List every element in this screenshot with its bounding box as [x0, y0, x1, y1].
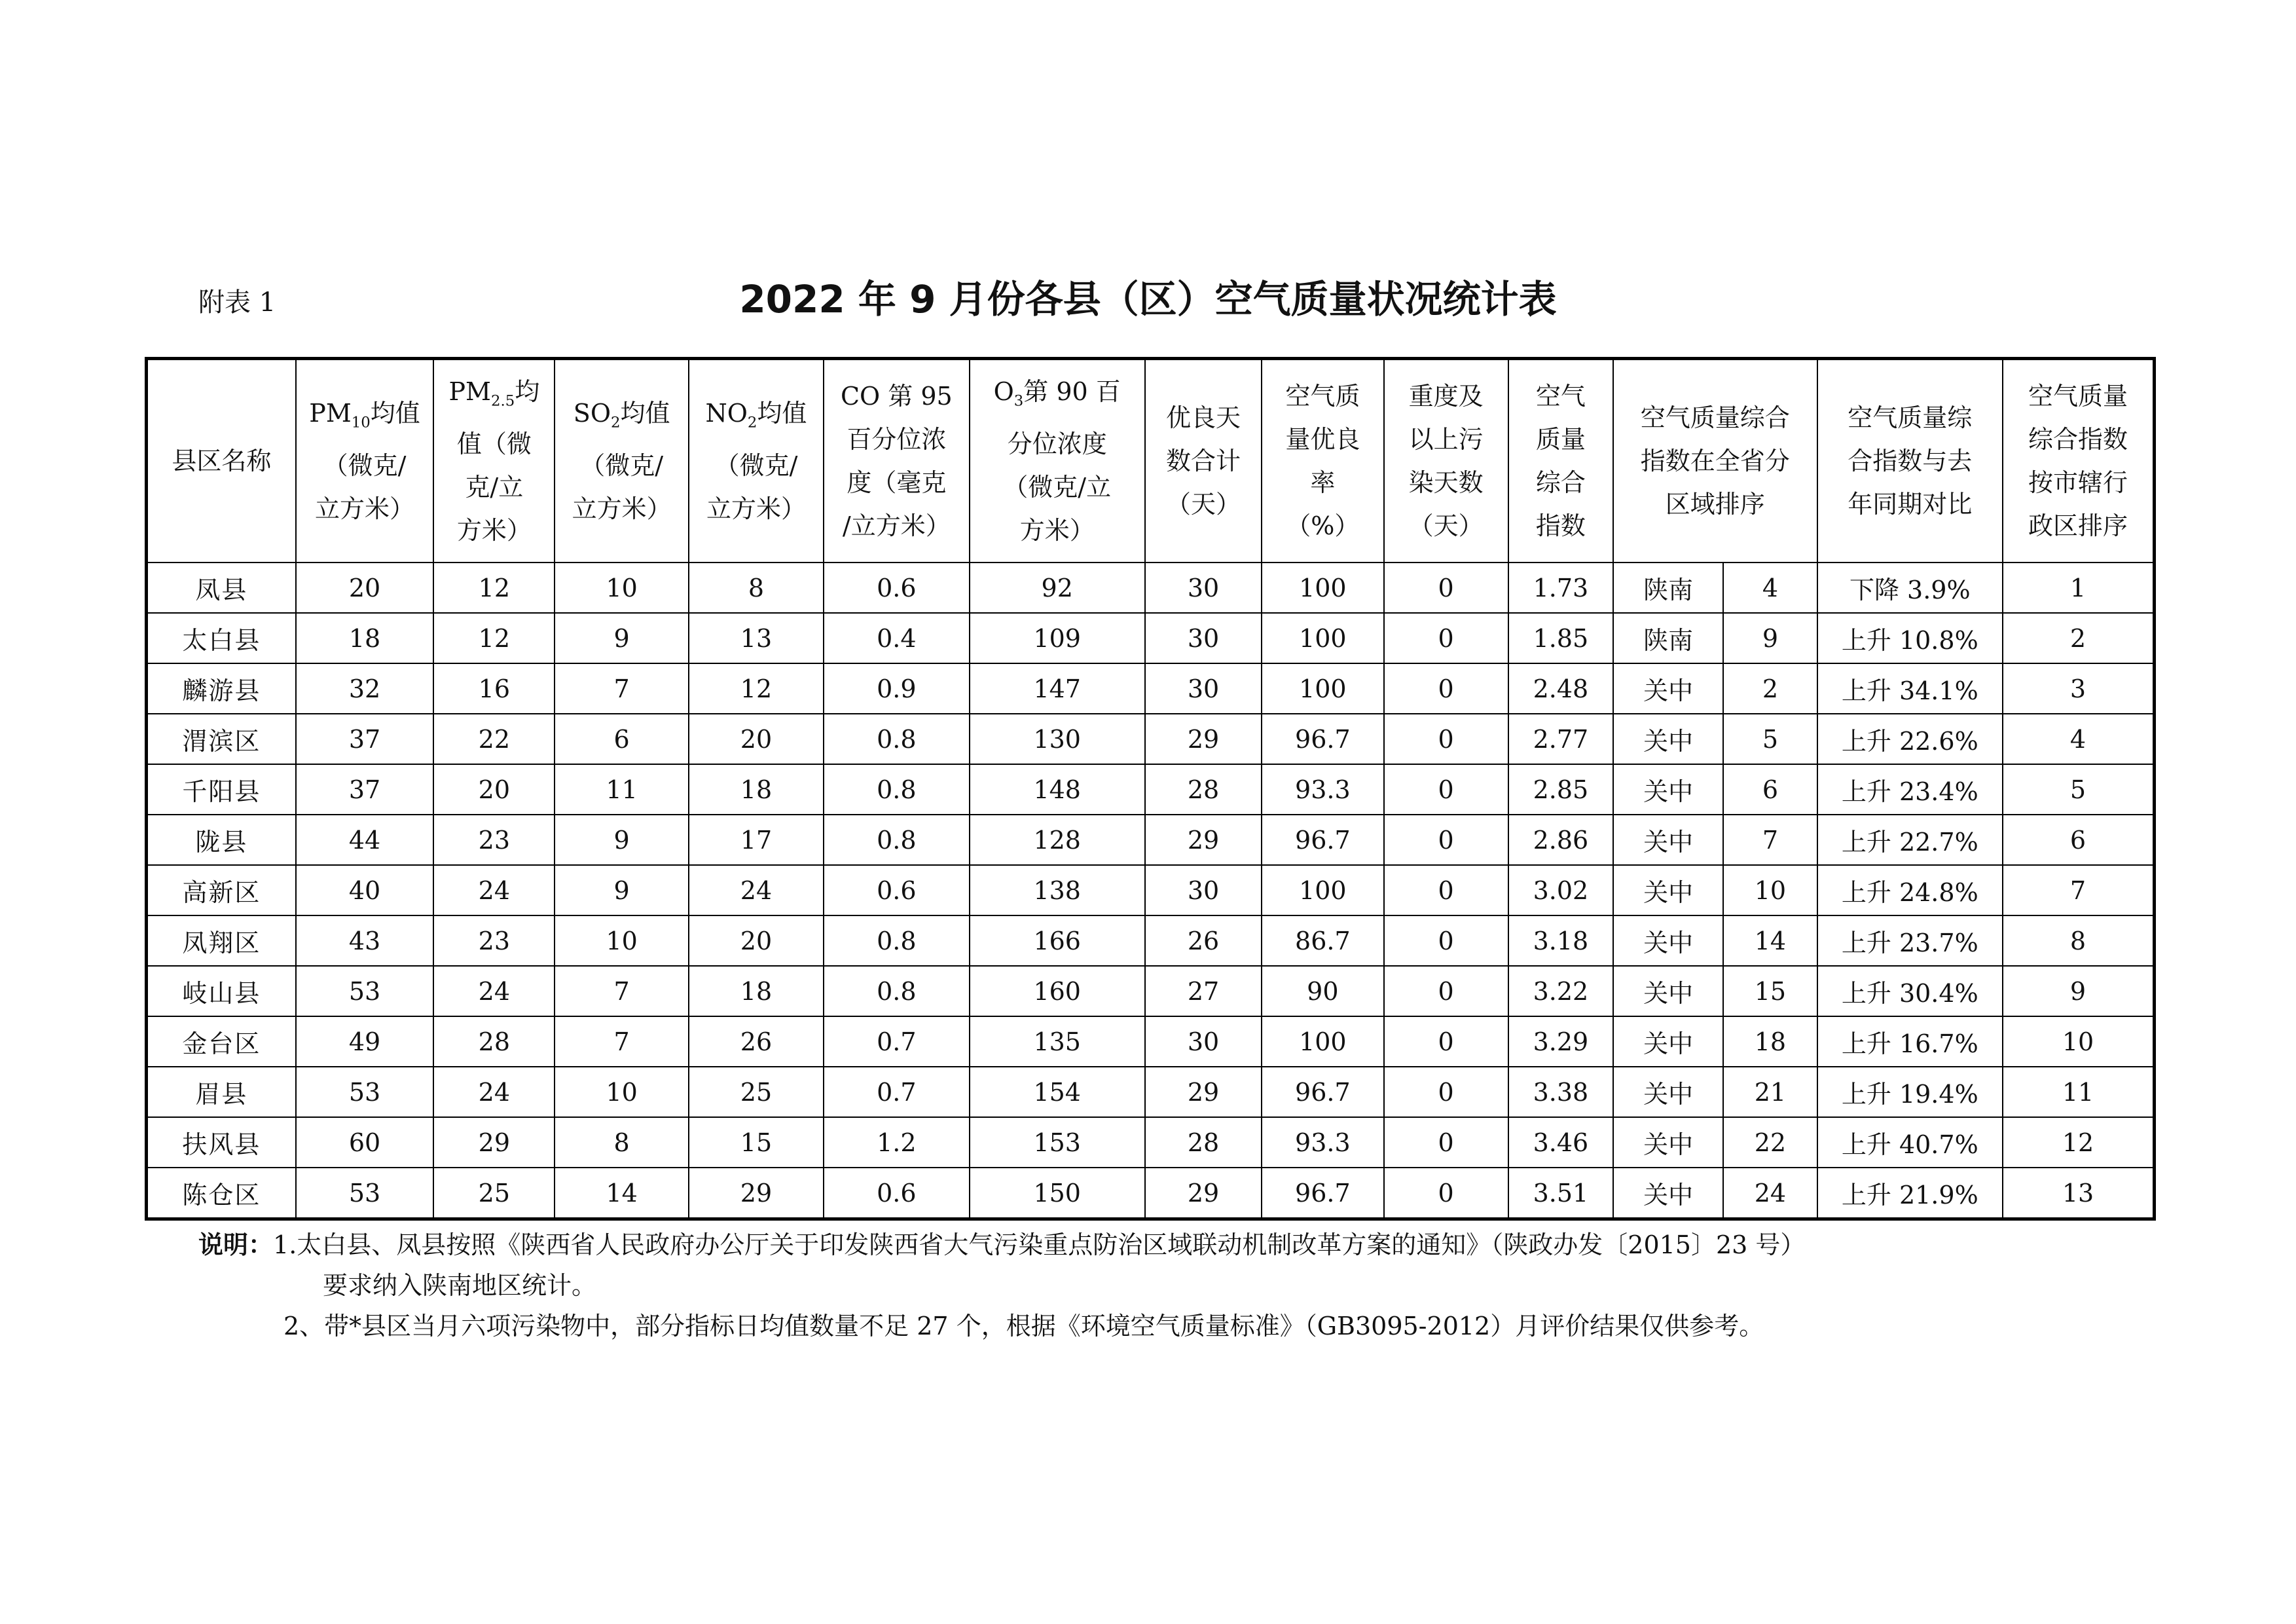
cell-co: 0.8 [824, 815, 969, 865]
notes-label: 说明： [198, 1230, 274, 1259]
table-row [147, 1067, 2155, 1117]
table-row [147, 865, 2155, 915]
cell-index: 3.22 [1508, 966, 1613, 1016]
cell-region: 关中 [1613, 966, 1723, 1016]
cell-pm25: 22 [433, 714, 555, 764]
cell-city-rank: 3 [2003, 663, 2155, 714]
cell-good-days: 26 [1145, 915, 1262, 966]
cell-region-rank: 24 [1723, 1168, 1817, 1219]
cell-region-rank: 18 [1723, 1016, 1817, 1067]
cell-so2: 9 [555, 613, 688, 663]
cell-good-rate: 96.7 [1262, 714, 1383, 764]
cell-no2: 29 [689, 1168, 824, 1219]
cell-index: 2.48 [1508, 663, 1613, 714]
cell-region-rank: 10 [1723, 865, 1817, 915]
cell-heavy-days: 0 [1384, 966, 1508, 1016]
cell-pm25: 20 [433, 764, 555, 815]
cell-heavy-days: 0 [1384, 1117, 1508, 1168]
header-pm10: $PM_{10}$均值 （微克/ 立方米） [296, 359, 433, 563]
cell-city-rank: 8 [2003, 915, 2155, 966]
cell-heavy-days: 0 [1384, 815, 1508, 865]
header-pm25: $PM_{2.5}$均 值（微 克/立 方米） [433, 359, 555, 563]
cell-pm25: 12 [433, 563, 555, 613]
cell-name: 高新区 [147, 865, 296, 915]
table-row [147, 1016, 2155, 1067]
cell-o3: 154 [970, 1067, 1145, 1117]
note-line-1: 1.太白县、凤县按照《陕西省人民政府办公厅关于印发陕西省大气污染重点防治区域联动机制改革方案的通知》（陕政办发〔2015〕23 号） [273, 1230, 1806, 1259]
cell-co: 0.6 [824, 563, 969, 613]
cell-city-rank: 4 [2003, 714, 2155, 764]
cell-o3: 130 [970, 714, 1145, 764]
header-heavy-days: 重度及 以上污 染天数 （天） [1384, 359, 1508, 563]
cell-index: 2.85 [1508, 764, 1613, 815]
cell-so2: 7 [555, 1016, 688, 1067]
cell-good-rate: 93.3 [1262, 764, 1383, 815]
header-city-rank: 空气质量 综合指数 按市辖行 政区排序 [2003, 359, 2155, 563]
cell-heavy-days: 0 [1384, 1168, 1508, 1219]
cell-no2: 25 [689, 1067, 824, 1117]
cell-good-rate: 100 [1262, 1016, 1383, 1067]
cell-index: 3.38 [1508, 1067, 1613, 1117]
cell-good-days: 28 [1145, 1117, 1262, 1168]
cell-city-rank: 2 [2003, 613, 2155, 663]
cell-region-rank: 21 [1723, 1067, 1817, 1117]
cell-good-rate: 100 [1262, 613, 1383, 663]
cell-heavy-days: 0 [1384, 714, 1508, 764]
cell-name: 凤县 [147, 563, 296, 613]
cell-region: 关中 [1613, 815, 1723, 865]
cell-yoy: 上升 21.9% [1817, 1168, 2003, 1219]
cell-name: 陈仓区 [147, 1168, 296, 1219]
cell-region-rank: 15 [1723, 966, 1817, 1016]
cell-name: 太白县 [147, 613, 296, 663]
cell-so2: 11 [555, 764, 688, 815]
cell-name: 千阳县 [147, 764, 296, 815]
cell-good-rate: 86.7 [1262, 915, 1383, 966]
cell-yoy: 下降 3.9% [1817, 563, 2003, 613]
cell-no2: 18 [689, 966, 824, 1016]
cell-o3: 92 [970, 563, 1145, 613]
cell-name: 凤翔区 [147, 915, 296, 966]
cell-no2: 15 [689, 1117, 824, 1168]
header-index: 空气 质量 综合 指数 [1508, 359, 1613, 563]
cell-pm25: 23 [433, 815, 555, 865]
cell-pm10: 40 [296, 865, 433, 915]
cell-pm10: 32 [296, 663, 433, 714]
cell-no2: 26 [689, 1016, 824, 1067]
cell-pm10: 53 [296, 1168, 433, 1219]
cell-o3: 109 [970, 613, 1145, 663]
cell-index: 3.51 [1508, 1168, 1613, 1219]
cell-yoy: 上升 10.8% [1817, 613, 2003, 663]
cell-good-rate: 96.7 [1262, 815, 1383, 865]
cell-city-rank: 5 [2003, 764, 2155, 815]
cell-name: 金台区 [147, 1016, 296, 1067]
cell-region: 关中 [1613, 915, 1723, 966]
cell-pm25: 24 [433, 865, 555, 915]
cell-good-days: 30 [1145, 1016, 1262, 1067]
table-row [147, 815, 2155, 865]
cell-pm10: 37 [296, 714, 433, 764]
cell-index: 2.77 [1508, 714, 1613, 764]
cell-heavy-days: 0 [1384, 764, 1508, 815]
cell-good-days: 30 [1145, 613, 1262, 663]
cell-co: 0.7 [824, 1067, 969, 1117]
cell-o3: 166 [970, 915, 1145, 966]
cell-co: 0.6 [824, 1168, 969, 1219]
header-no2: $NO_2$均值 （微克/ 立方米） [689, 359, 824, 563]
cell-heavy-days: 0 [1384, 1067, 1508, 1117]
cell-region-rank: 14 [1723, 915, 1817, 966]
cell-heavy-days: 0 [1384, 1016, 1508, 1067]
cell-good-days: 27 [1145, 966, 1262, 1016]
cell-index: 3.46 [1508, 1117, 1613, 1168]
cell-region-rank: 2 [1723, 663, 1817, 714]
cell-region-rank: 6 [1723, 764, 1817, 815]
cell-o3: 160 [970, 966, 1145, 1016]
cell-city-rank: 11 [2003, 1067, 2155, 1117]
cell-o3: 153 [970, 1117, 1145, 1168]
cell-index: 1.73 [1508, 563, 1613, 613]
table-row [147, 915, 2155, 966]
cell-co: 0.8 [824, 966, 969, 1016]
cell-yoy: 上升 23.7% [1817, 915, 2003, 966]
cell-pm25: 24 [433, 1067, 555, 1117]
cell-so2: 14 [555, 1168, 688, 1219]
table-row [147, 663, 2155, 714]
cell-yoy: 上升 16.7% [1817, 1016, 2003, 1067]
cell-so2: 10 [555, 915, 688, 966]
cell-heavy-days: 0 [1384, 915, 1508, 966]
cell-region-rank: 9 [1723, 613, 1817, 663]
header-good-days: 优良天 数合计 （天） [1145, 359, 1262, 563]
cell-good-rate: 100 [1262, 865, 1383, 915]
table-row [147, 1168, 2155, 1219]
cell-region: 关中 [1613, 663, 1723, 714]
header-province-rank: 空气质量综合 指数在全省分 区域排序 [1613, 359, 1817, 563]
cell-pm10: 18 [296, 613, 433, 663]
cell-good-days: 29 [1145, 1067, 1262, 1117]
table-row [147, 764, 2155, 815]
cell-good-days: 29 [1145, 714, 1262, 764]
table-row [147, 714, 2155, 764]
cell-index: 3.29 [1508, 1016, 1613, 1067]
cell-pm10: 53 [296, 966, 433, 1016]
cell-heavy-days: 0 [1384, 663, 1508, 714]
cell-region: 关中 [1613, 1067, 1723, 1117]
cell-so2: 9 [555, 865, 688, 915]
cell-so2: 6 [555, 714, 688, 764]
note-line-3: 2、带*县区当月六项污染物中，部分指标日均值数量不足 27 个，根据《环境空气质量标准》（GB3095-2012）月评价结果仅供参考。 [283, 1312, 1764, 1340]
cell-o3: 128 [970, 815, 1145, 865]
cell-city-rank: 9 [2003, 966, 2155, 1016]
cell-so2: 9 [555, 815, 688, 865]
cell-o3: 138 [970, 865, 1145, 915]
cell-name: 岐山县 [147, 966, 296, 1016]
cell-yoy: 上升 19.4% [1817, 1067, 2003, 1117]
cell-co: 0.4 [824, 613, 969, 663]
cell-yoy: 上升 22.6% [1817, 714, 2003, 764]
header-o3: $O_3$第 90 百 分位浓度 （微克/立 方米） [970, 359, 1145, 563]
cell-index: 3.02 [1508, 865, 1613, 915]
cell-no2: 17 [689, 815, 824, 865]
cell-so2: 7 [555, 966, 688, 1016]
cell-good-days: 30 [1145, 865, 1262, 915]
cell-no2: 20 [689, 714, 824, 764]
cell-good-rate: 93.3 [1262, 1117, 1383, 1168]
cell-good-days: 30 [1145, 663, 1262, 714]
cell-pm10: 49 [296, 1016, 433, 1067]
appendix-label: 附表 1 [198, 287, 276, 318]
cell-region: 陕南 [1613, 613, 1723, 663]
cell-region: 关中 [1613, 1117, 1723, 1168]
cell-pm25: 12 [433, 613, 555, 663]
cell-pm25: 16 [433, 663, 555, 714]
cell-good-rate: 90 [1262, 966, 1383, 1016]
cell-good-days: 29 [1145, 815, 1262, 865]
cell-good-rate: 100 [1262, 563, 1383, 613]
cell-name: 眉县 [147, 1067, 296, 1117]
cell-o3: 135 [970, 1016, 1145, 1067]
cell-region: 关中 [1613, 1168, 1723, 1219]
cell-region: 关中 [1613, 865, 1723, 915]
cell-city-rank: 10 [2003, 1016, 2155, 1067]
cell-city-rank: 7 [2003, 865, 2155, 915]
cell-yoy: 上升 40.7% [1817, 1117, 2003, 1168]
cell-heavy-days: 0 [1384, 865, 1508, 915]
cell-good-days: 29 [1145, 1168, 1262, 1219]
cell-pm10: 20 [296, 563, 433, 613]
cell-o3: 150 [970, 1168, 1145, 1219]
cell-pm25: 25 [433, 1168, 555, 1219]
notes [198, 1225, 1805, 1346]
cell-city-rank: 6 [2003, 815, 2155, 865]
table-row [147, 563, 2155, 613]
cell-so2: 7 [555, 663, 688, 714]
cell-city-rank: 12 [2003, 1117, 2155, 1168]
cell-yoy: 上升 24.8% [1817, 865, 2003, 915]
cell-no2: 24 [689, 865, 824, 915]
cell-good-days: 30 [1145, 563, 1262, 613]
header-co: CO 第 95 百分位浓 度（毫克 /立方米） [824, 359, 969, 563]
cell-name: 麟游县 [147, 663, 296, 714]
cell-no2: 20 [689, 915, 824, 966]
page-title: 2022 年 9 月份各县（区）空气质量状况统计表 [739, 277, 1557, 322]
note-line-2: 要求纳入陕南地区统计。 [323, 1271, 597, 1300]
cell-no2: 13 [689, 613, 824, 663]
cell-yoy: 上升 23.4% [1817, 764, 2003, 815]
cell-no2: 12 [689, 663, 824, 714]
cell-yoy: 上升 30.4% [1817, 966, 2003, 1016]
cell-co: 0.6 [824, 865, 969, 915]
header-county: 县区名称 [147, 359, 296, 563]
cell-co: 0.7 [824, 1016, 969, 1067]
cell-index: 2.86 [1508, 815, 1613, 865]
cell-good-rate: 100 [1262, 663, 1383, 714]
cell-region-rank: 7 [1723, 815, 1817, 865]
cell-co: 0.9 [824, 663, 969, 714]
cell-pm25: 23 [433, 915, 555, 966]
cell-region-rank: 4 [1723, 563, 1817, 613]
cell-no2: 18 [689, 764, 824, 815]
cell-good-rate: 96.7 [1262, 1168, 1383, 1219]
cell-good-rate: 96.7 [1262, 1067, 1383, 1117]
cell-o3: 148 [970, 764, 1145, 815]
header-so2: $SO_2$均值 （微克/ 立方米） [555, 359, 688, 563]
cell-o3: 147 [970, 663, 1145, 714]
cell-pm10: 60 [296, 1117, 433, 1168]
cell-region: 关中 [1613, 764, 1723, 815]
air-quality-table [145, 357, 2156, 1221]
cell-yoy: 上升 22.7% [1817, 815, 2003, 865]
table-row [147, 1117, 2155, 1168]
cell-index: 3.18 [1508, 915, 1613, 966]
cell-co: 0.8 [824, 714, 969, 764]
cell-heavy-days: 0 [1384, 613, 1508, 663]
table-row [147, 966, 2155, 1016]
cell-so2: 10 [555, 1067, 688, 1117]
cell-so2: 8 [555, 1117, 688, 1168]
cell-pm10: 44 [296, 815, 433, 865]
cell-pm25: 24 [433, 966, 555, 1016]
cell-name: 陇县 [147, 815, 296, 865]
table-row [147, 613, 2155, 663]
cell-so2: 10 [555, 563, 688, 613]
cell-region-rank: 22 [1723, 1117, 1817, 1168]
cell-pm25: 29 [433, 1117, 555, 1168]
cell-heavy-days: 0 [1384, 563, 1508, 613]
cell-pm10: 43 [296, 915, 433, 966]
cell-pm10: 53 [296, 1067, 433, 1117]
cell-city-rank: 13 [2003, 1168, 2155, 1219]
cell-name: 渭滨区 [147, 714, 296, 764]
cell-region: 关中 [1613, 714, 1723, 764]
cell-name: 扶风县 [147, 1117, 296, 1168]
header-good-rate: 空气质 量优良 率 （%） [1262, 359, 1383, 563]
cell-yoy: 上升 34.1% [1817, 663, 2003, 714]
cell-good-days: 28 [1145, 764, 1262, 815]
header-yoy: 空气质量综 合指数与去 年同期对比 [1817, 359, 2003, 563]
cell-pm25: 28 [433, 1016, 555, 1067]
cell-region: 关中 [1613, 1016, 1723, 1067]
cell-region: 陕南 [1613, 563, 1723, 613]
cell-co: 1.2 [824, 1117, 969, 1168]
cell-pm10: 37 [296, 764, 433, 815]
cell-co: 0.8 [824, 915, 969, 966]
cell-co: 0.8 [824, 764, 969, 815]
cell-index: 1.85 [1508, 613, 1613, 663]
cell-city-rank: 1 [2003, 563, 2155, 613]
table-header-row [147, 359, 2155, 563]
cell-no2: 8 [689, 563, 824, 613]
cell-region-rank: 5 [1723, 714, 1817, 764]
